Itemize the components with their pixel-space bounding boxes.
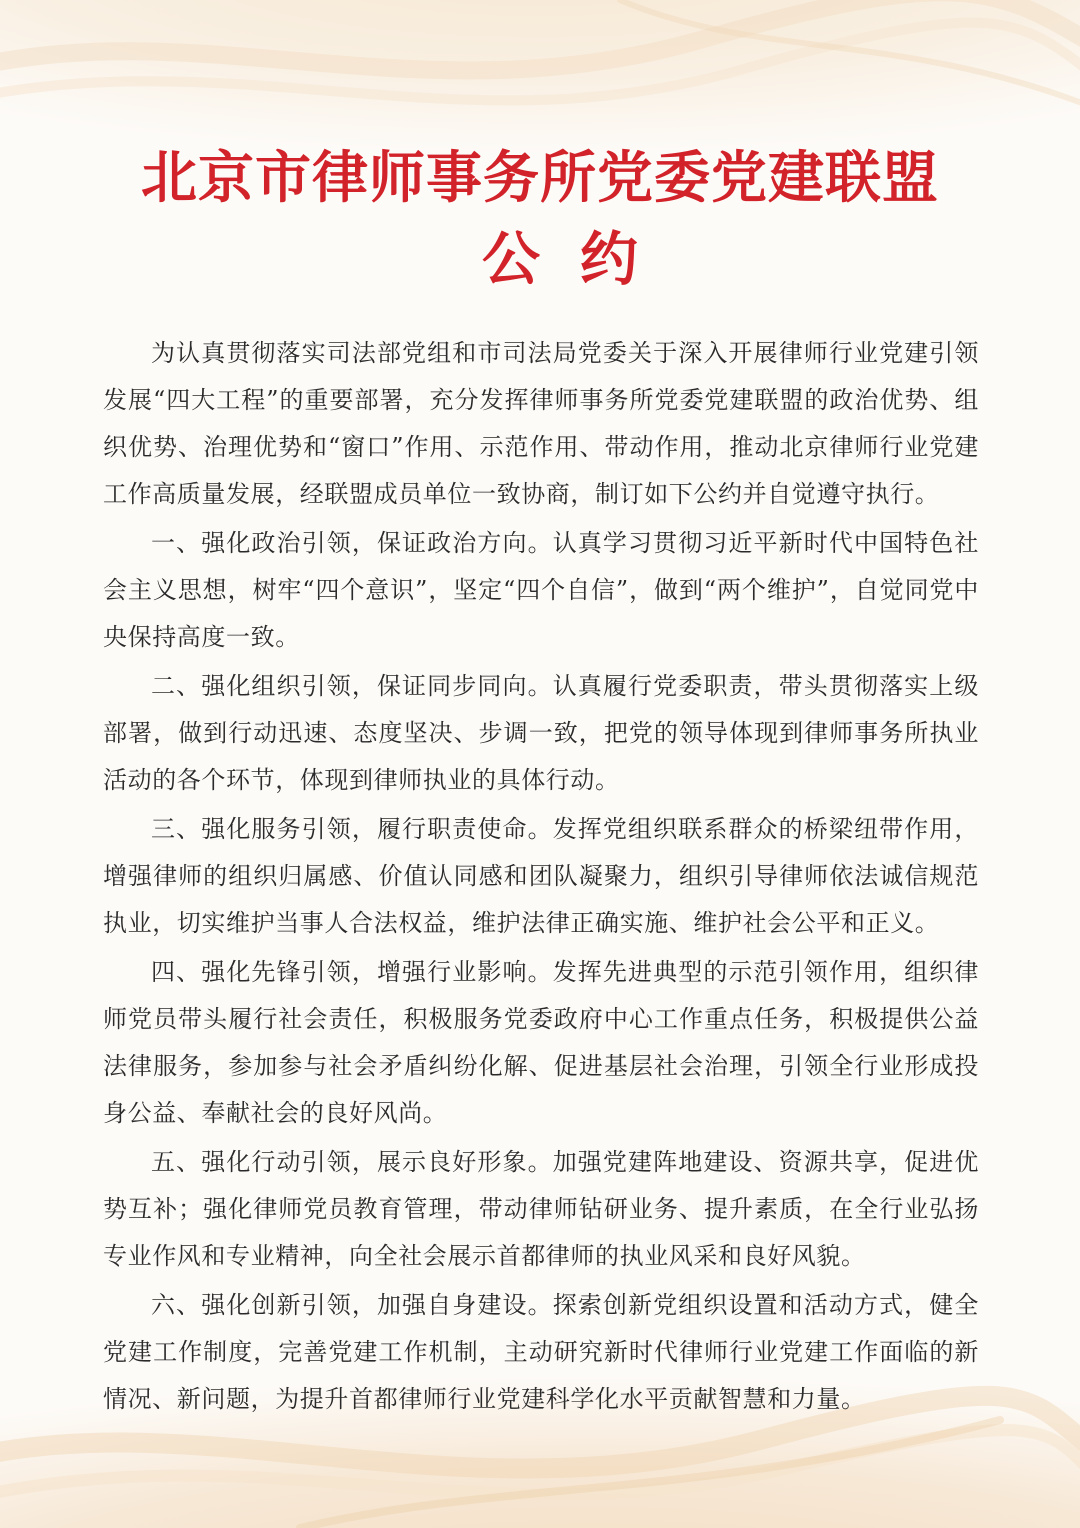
paragraph-article-6: 六、强化创新引领，加强自身建设。探索创新党组织设置和活动方式，健全党建工作制度，完善党建工作机制，主动研究新时代律师行业党建工作面临的新情况、新问题，为提升首都律师行业党建科学化水平贡献智慧和力量。	[103, 1291, 979, 1413]
document-body	[103, 330, 979, 1423]
paragraph-article-1: 一、强化政治引领，保证政治方向。认真学习贯彻习近平新时代中国特色社会主义思想，树牢“四个意识”，坚定“四个自信”，做到“两个维护”，自觉同党中央保持高度一致。	[103, 529, 979, 651]
paragraph-article-4: 四、强化先锋引领，增强行业影响。发挥先进典型的示范引领作用，组织律师党员带头履行社会责任，积极服务党委政府中心工作重点任务，积极提供公益法律服务，参加参与社会矛盾纠纷化解、促进基层社会治理，引领全行业形成投身公益、奉献社会的良好风尚。	[103, 958, 979, 1127]
paragraph-article-3: 三、强化服务引领，履行职责使命。发挥党组织联系群众的桥梁纽带作用，增强律师的组织归属感、价值认同感和团队凝聚力，组织引导律师依法诚信规范执业，切实维护当事人合法权益，维护法律正确实施、维护社会公平和正义。	[103, 815, 979, 937]
paragraph-preamble: 为认真贯彻落实司法部党组和市司法局党委关于深入开展律师行业党建引领发展“四大工程”的重要部署，充分发挥律师事务所党委党建联盟的政治优势、组织优势、治理优势和“窗口”作用、示范作用、带动作用，推动北京律师行业党建工作高质量发展，经联盟成员单位一致协商，制订如下公约并自觉遵守执行。	[103, 339, 979, 508]
paragraph-article-2: 二、强化组织引领，保证同步同向。认真履行党委职责，带头贯彻落实上级部署，做到行动迅速、态度坚决、步调一致，把党的领导体现到律师事务所执业活动的各个环节，体现到律师执业的具体行动。	[103, 672, 979, 794]
document-subtitle: 公约	[481, 225, 678, 293]
document-title: 北京市律师事务所党委党建联盟	[141, 145, 939, 211]
paragraph-article-5: 五、强化行动引领，展示良好形象。加强党建阵地建设、资源共享，促进优势互补；强化律师党员教育管理，带动律师钻研业务、提升素质，在全行业弘扬专业作风和专业精神，向全社会展示首都律师的执业风采和良好风貌。	[103, 1148, 979, 1270]
